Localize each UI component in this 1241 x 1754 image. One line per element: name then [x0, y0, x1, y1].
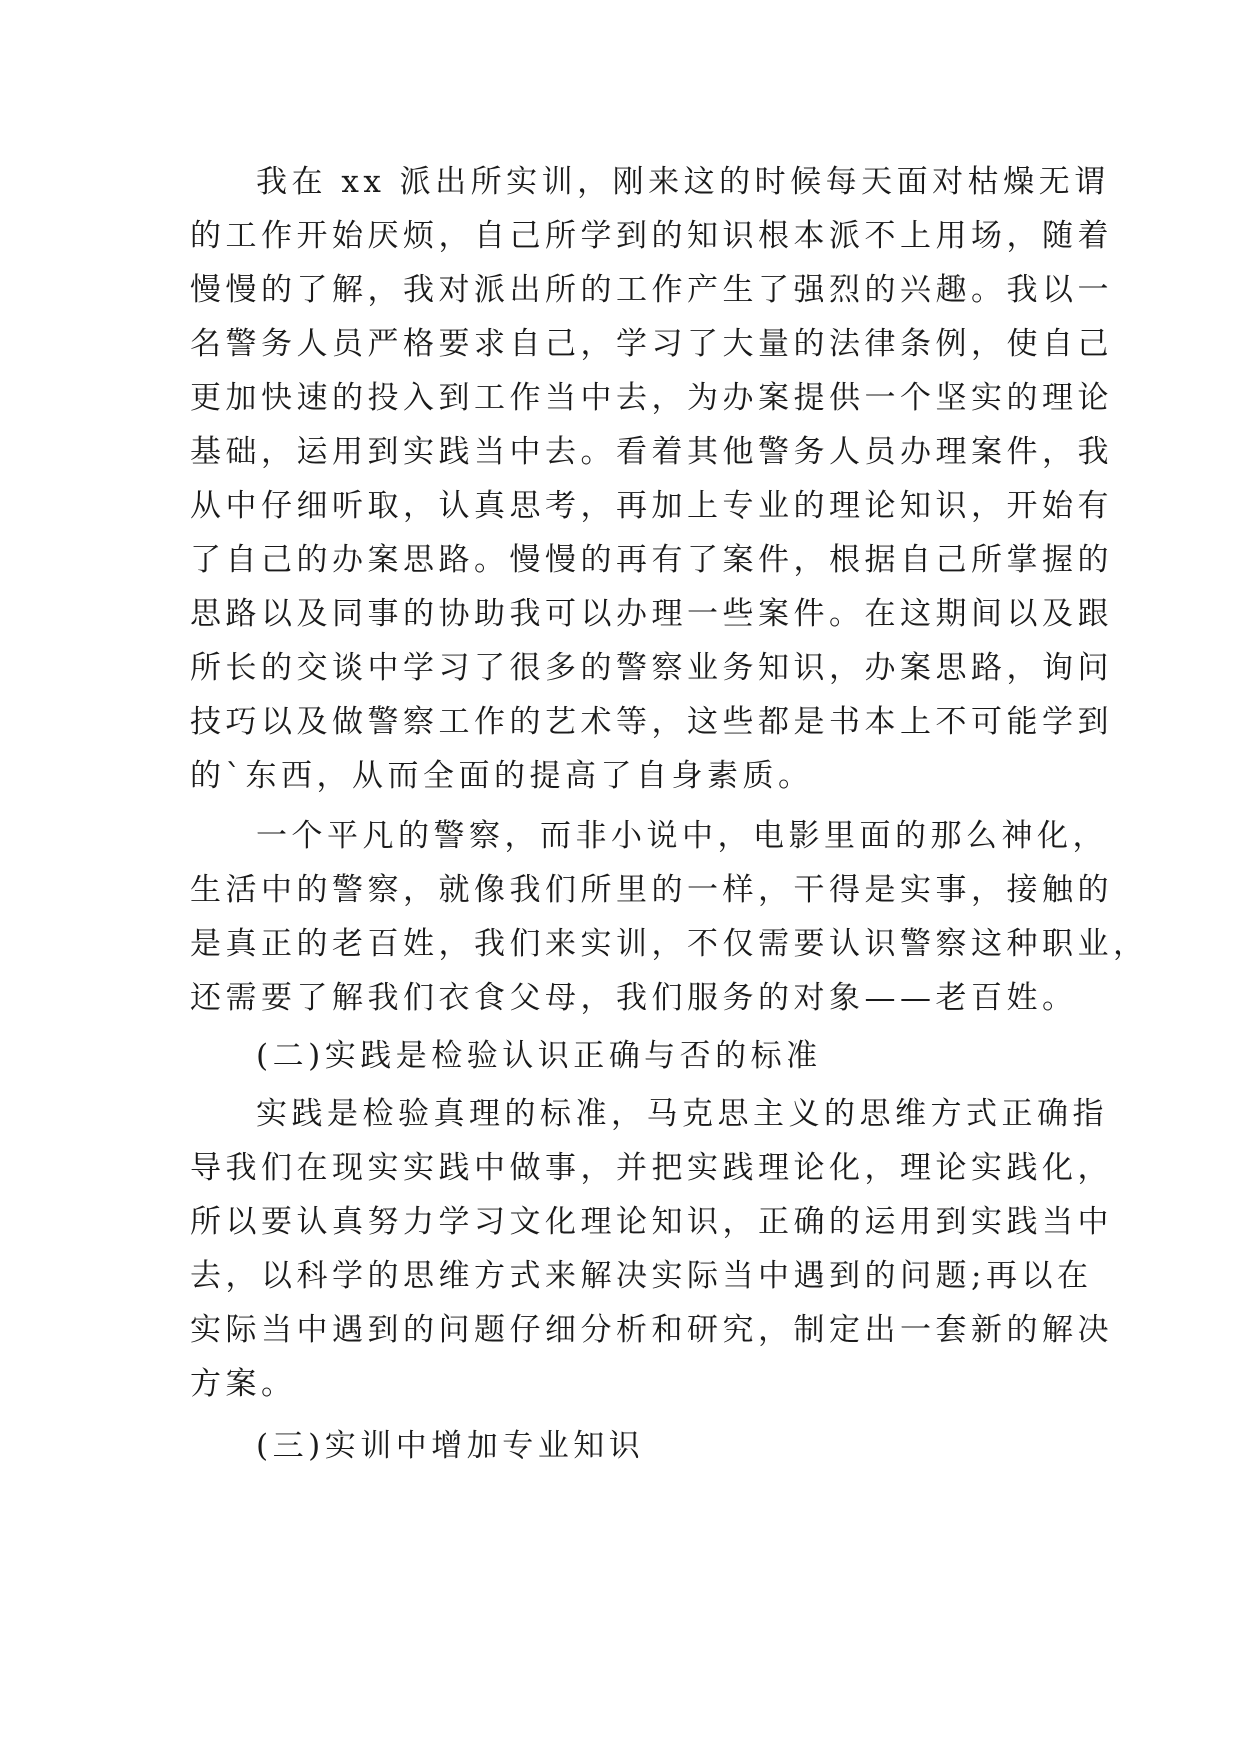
section-heading-2: (二)实践是检验认识正确与否的标准: [256, 1038, 822, 1074]
paragraph-1-line-9: 思路以及同事的协助我可以办理一些案件。在这期间以及跟: [190, 596, 1113, 632]
paragraph-3-line-2: 导我们在现实实践中做事，并把实践理论化，理论实践化，: [190, 1150, 1113, 1186]
paragraph-2-line-2: 生活中的警察，就像我们所里的一样，干得是实事，接触的: [190, 872, 1113, 908]
paragraph-1-line-3: 慢慢的了解，我对派出所的工作产生了强烈的兴趣。我以一: [190, 272, 1113, 308]
paragraph-1-line-11: 技巧以及做警察工作的艺术等，这些都是书本上不可能学到: [190, 704, 1113, 740]
paragraph-1-line-7: 从中仔细听取，认真思考，再加上专业的理论知识，开始有: [190, 488, 1113, 524]
paragraph-1-line-8: 了自己的办案思路。慢慢的再有了案件，根据自己所掌握的: [190, 542, 1113, 578]
section-heading-3: (三)实训中增加专业知识: [256, 1428, 645, 1464]
paragraph-3-line-1: 实践是检验真理的标准，马克思主义的思维方式正确指: [256, 1096, 1108, 1132]
paragraph-1-line-12: 的`东西，从而全面的提高了自身素质。: [190, 758, 814, 794]
paragraph-1-line-6: 基础，运用到实践当中去。看着其他警务人员办理案件，我: [190, 434, 1113, 470]
paragraph-1-line-2: 的工作开始厌烦，自己所学到的知识根本派不上用场，随着: [190, 218, 1113, 254]
paragraph-2-line-3: 是真正的老百姓，我们来实训，不仅需要认识警察这种职业，: [190, 926, 1149, 962]
paragraph-1-line-10: 所长的交谈中学习了很多的警察业务知识，办案思路，询问: [190, 650, 1113, 686]
paragraph-1-line-5: 更加快速的投入到工作当中去，为办案提供一个坚实的理论: [190, 380, 1113, 416]
paragraph-2-line-1: 一个平凡的警察，而非小说中，电影里面的那么神化，: [256, 818, 1108, 854]
paragraph-2-line-4: 还需要了解我们衣食父母，我们服务的对象——老百姓。: [190, 980, 1078, 1016]
paragraph-3-line-3: 所以要认真努力学习文化理论知识，正确的运用到实践当中: [190, 1204, 1113, 1240]
paragraph-3-line-6: 方案。: [190, 1366, 297, 1402]
paragraph-1-line-1: 我在 xx 派出所实训，刚来这的时候每天面对枯燥无谓: [256, 164, 1110, 200]
paragraph-3-line-4: 去，以科学的思维方式来解决实际当中遇到的问题;再以在: [190, 1258, 1093, 1294]
paragraph-1-line-4: 名警务人员严格要求自己，学习了大量的法律条例，使自己: [190, 326, 1113, 362]
paragraph-3-line-5: 实际当中遇到的问题仔细分析和研究，制定出一套新的解决: [190, 1312, 1113, 1348]
